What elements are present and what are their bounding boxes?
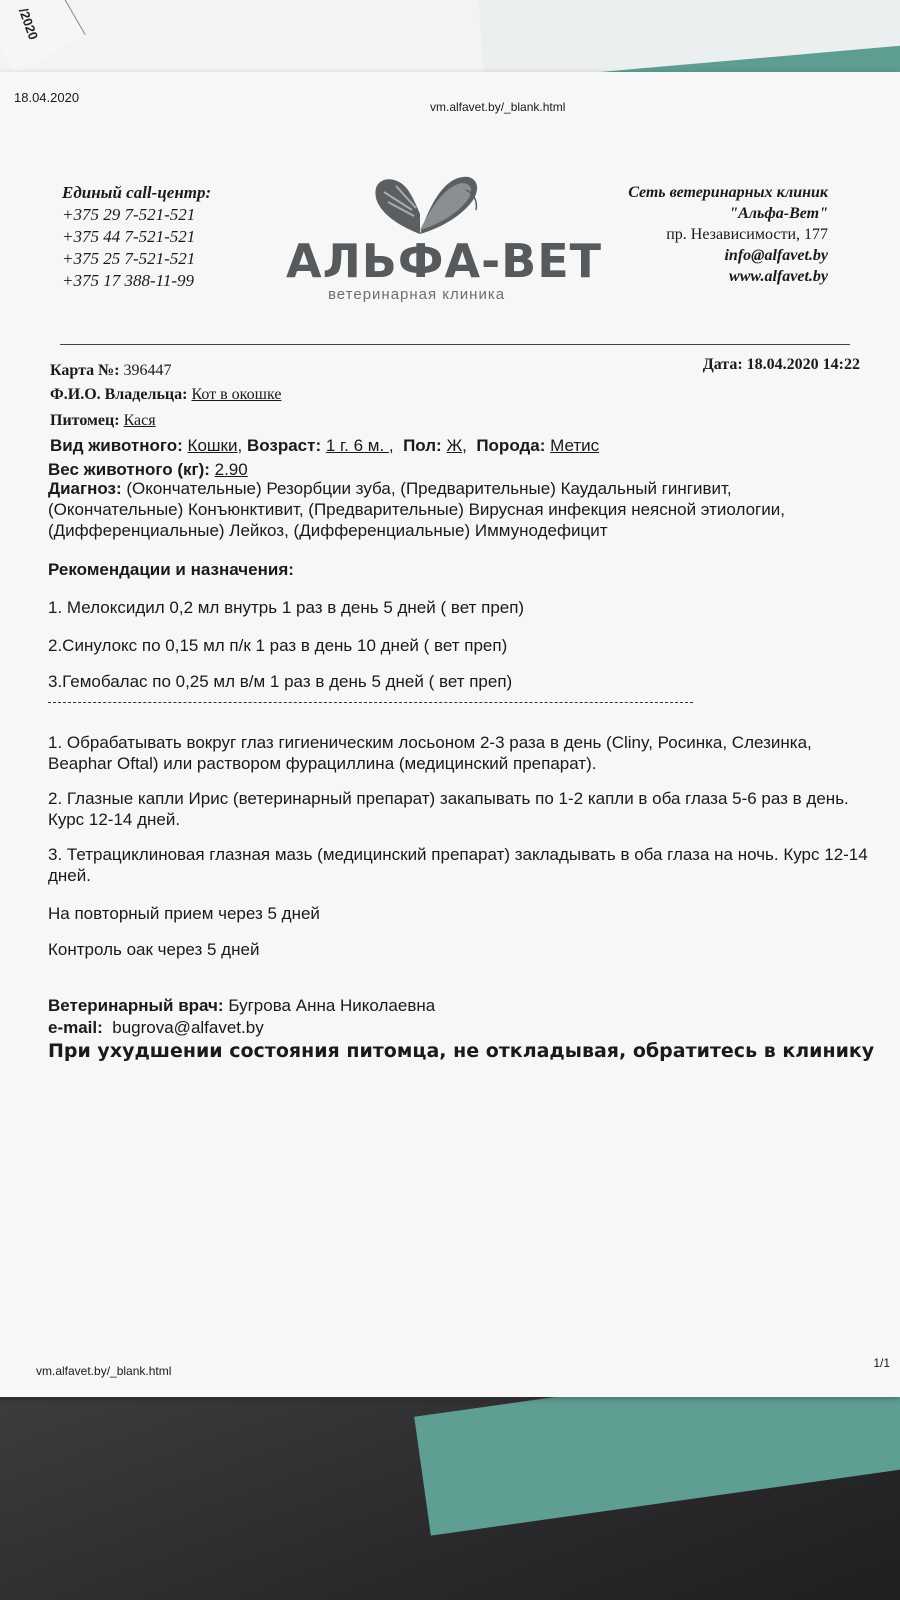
prescription-item: 2.Синулокс по 0,15 мл п/к 1 раз в день 10 дней ( вет преп) (48, 636, 508, 655)
animal-line: Вид животного: Кошки, Возраст: 1 г. 6 м. , Пол: Ж, Порода: Метис (50, 436, 600, 455)
sex-value: Ж (446, 436, 463, 455)
date-value: 18.04.2020 14:22 (746, 356, 860, 373)
prescription-item: 3.Гемобалас по 0,25 мл в/м 1 раз в день 5 дней ( вет преп) (48, 672, 513, 691)
species-label: Вид животного: (50, 436, 183, 455)
footer-url: vm.alfavet.by/_blank.html (36, 1364, 172, 1378)
logo-name: АЛЬФА-ВЕТ (286, 234, 603, 288)
age-value: 1 г. 6 м. (325, 436, 389, 455)
revisit-note: На повторный прием через 5 дней (48, 904, 320, 923)
corner-stamp-text: /2020 (15, 6, 42, 42)
owner-line (50, 386, 281, 404)
footer-page-number: 1/1 (873, 1356, 890, 1370)
clinic-logo (280, 170, 603, 310)
logo-subtitle: ветеринарная клиника (328, 286, 506, 303)
print-date: 18.04.2020 (14, 90, 80, 105)
network-site: www.alfavet.by (729, 268, 828, 285)
phone-2: +375 44 7-521-521 (62, 227, 196, 246)
diagnosis-block (48, 478, 868, 541)
pet-label: Питомец: (50, 412, 120, 429)
weight-line (48, 460, 248, 480)
network-block (628, 182, 828, 287)
breed-value: Метис (550, 436, 600, 455)
owner-label: Ф.И.О. Владельца: (50, 386, 188, 403)
call-center-block (62, 182, 211, 292)
network-title: Сеть ветеринарных клиник (628, 184, 828, 201)
breed-label: Порода: (476, 436, 546, 455)
email-label: e-mail: (48, 1018, 103, 1037)
card-value: 396447 (123, 362, 172, 379)
doctor-label: Ветеринарный врач: (48, 996, 224, 1015)
vet-report-page (0, 72, 900, 1397)
sex-label: Пол: (403, 436, 442, 455)
care-item: 1. Обрабатывать вокруг глаз гигиеническим лосьоном 2-3 раза в день (Cliny, Росинка, Слезинка, Beaphar Oftal) или раствором фурациллина (медицинский препарат). (48, 733, 812, 773)
call-center-title: Единый call-центр: (62, 183, 212, 202)
phone-1: +375 29 7-521-521 (62, 205, 196, 224)
species-value: Кошки (187, 436, 238, 455)
prescription-item: 1. Мелоксидил 0,2 мл внутрь 1 раз в день 5 дней ( вет преп) (48, 598, 525, 617)
card-label: Карта №: (50, 362, 120, 379)
butterfly-heart-icon (358, 170, 488, 240)
doctor-line (48, 996, 435, 1016)
care-item: 2. Глазные капли Ирис (ветеринарный препарат) закапывать по 1-2 капли в оба глаза 5-6 раз в день. Курс 12-14 дней. (48, 789, 849, 829)
diagnosis-label: Диагноз: (48, 479, 122, 498)
network-address: пр. Независимости, 177 (666, 226, 828, 243)
phone-4: +375 17 388-11-99 (62, 271, 195, 290)
network-email: info@alfavet.by (724, 247, 828, 264)
warning-text: При ухудшении состояния питомца, не откладывая, обратитесь в клинику (48, 1040, 875, 1062)
date-label: Дата: (702, 356, 743, 373)
control-note: Контроль оак через 5 дней (48, 940, 260, 959)
owner-value: Кот в окошке (191, 386, 282, 403)
doctor-name: Бугрова Анна Николаевна (228, 996, 436, 1015)
doctor-email-line (48, 1018, 264, 1038)
recommendations-heading: Рекомендации и назначения: (48, 560, 294, 579)
age-label: Возраст: (246, 436, 322, 455)
care-item: 3. Тетрациклиновая глазная мазь (медицинский препарат) закладывать в оба глаза на ночь. Курс 12-14 дней. (48, 845, 868, 885)
phone-3: +375 25 7-521-521 (62, 249, 196, 268)
visit-date (703, 356, 860, 374)
weight-label: Вес животного (кг): (48, 460, 210, 479)
email-value: bugrova@alfavet.by (112, 1018, 264, 1037)
network-name: "Альфа-Вет" (729, 205, 828, 222)
weight-value: 2.90 (214, 460, 248, 479)
print-url: vm.alfavet.by/_blank.html (430, 100, 566, 114)
pet-line (50, 412, 156, 430)
diagnosis-value: (Окончательные) Резорбции зуба, (Предварительные) Каудальный гингивит, (Окончательные) Конъюнктивит, (Предварительные) Вирусная инфекция неясной этиологии, (Дифференциальные) Лейкоз, (Дифференциальные) Иммунодефицит (48, 479, 785, 540)
dashed-divider (48, 702, 693, 703)
header-divider (60, 344, 850, 345)
pet-value: Кася (123, 412, 156, 429)
card-number (50, 362, 172, 380)
